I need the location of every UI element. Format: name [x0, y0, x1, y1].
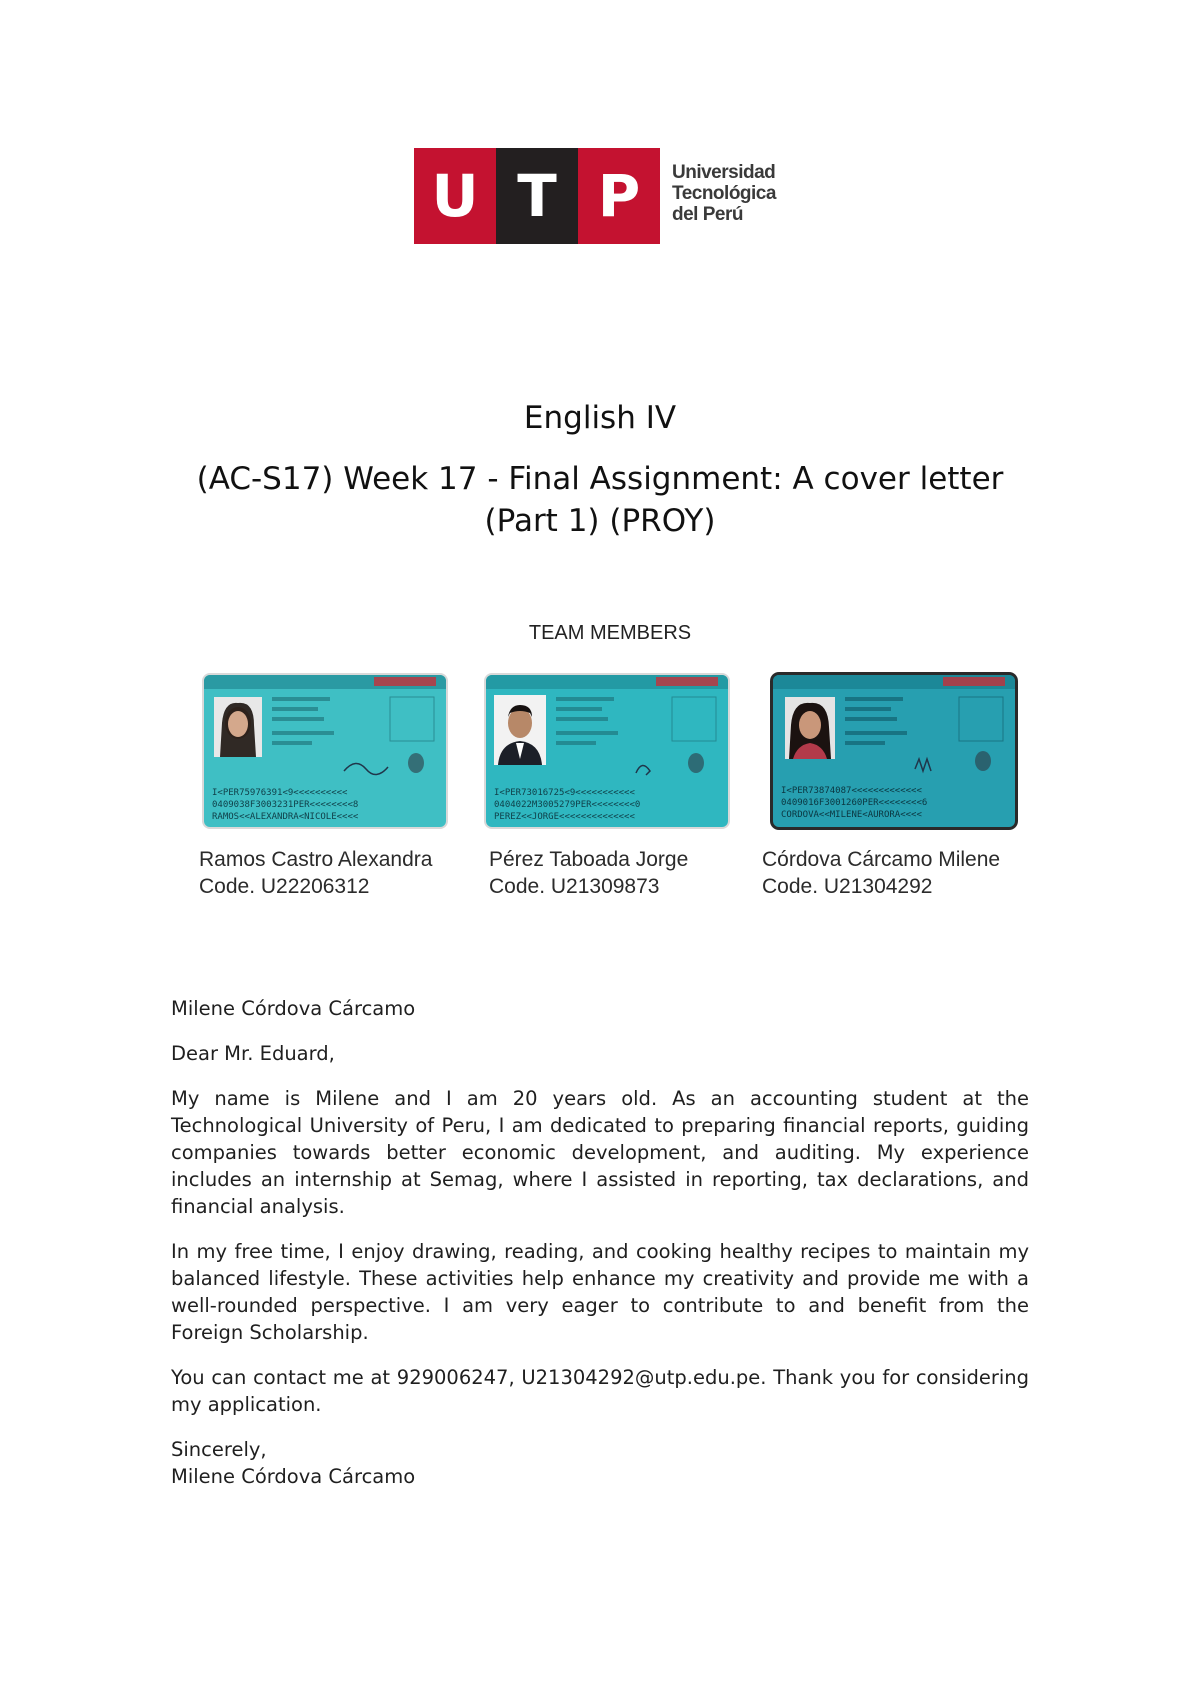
mrz-line: I<PER73016725<9<<<<<<<<<<< — [494, 788, 635, 798]
letter-paragraph: In my free time, I enjoy drawing, reading, and cooking healthy recipes to maintain my balanced lifestyle. These activities help enhance my creativity and provide me with a well-rounded perspective. I am very eager to contribute to and benefit from the Foreign Scholarship. — [171, 1240, 1029, 1344]
member-code: Code. U21309873 — [489, 875, 660, 898]
team-member — [762, 846, 1000, 900]
letter-sender: Milene Córdova Cárcamo — [171, 997, 416, 1020]
member-name: Pérez Taboada Jorge — [489, 848, 689, 871]
mrz-line: 0404022M3005279PER<<<<<<<<0 — [494, 800, 641, 810]
mrz-line: 0409038F3003231PER<<<<<<<<8 — [212, 800, 359, 810]
assignment-title-line: (Part 1) (PROY) — [484, 503, 716, 539]
id-card-photo — [773, 675, 1015, 827]
course-title: English IV — [523, 400, 677, 436]
letter-closing: Sincerely, — [171, 1438, 267, 1461]
id-card-graphic — [486, 675, 728, 827]
cover-letter — [171, 995, 1029, 1490]
team-heading: TEAM MEMBERS — [528, 622, 692, 644]
id-card-graphic — [773, 675, 1015, 827]
logo-letter-u: U — [414, 148, 496, 244]
member-code: Code. U21304292 — [762, 875, 933, 898]
mrz-line: PEREZ<<JORGE<<<<<<<<<<<<<< — [494, 812, 635, 822]
id-card-photo — [204, 675, 446, 827]
logo-wordmark — [672, 162, 776, 225]
mrz-line: 0409016F3001260PER<<<<<<<<6 — [781, 798, 928, 808]
id-card-graphic — [204, 675, 446, 827]
logo-text-line: Universidad — [672, 162, 776, 183]
id-card-photo — [486, 675, 728, 827]
assignment-title-line: (AC-S17) Week 17 - Final Assignment: A cover letter — [196, 461, 1004, 497]
logo-text-line: del Perú — [672, 204, 743, 225]
letter-greeting: Dear Mr. Eduard, — [171, 1042, 335, 1065]
letter-signature: Milene Córdova Cárcamo — [171, 1465, 416, 1488]
mrz-line: I<PER75976391<9<<<<<<<<<< — [212, 788, 348, 798]
logo-letter-p: P — [578, 148, 660, 244]
team-member — [489, 846, 688, 900]
letter-paragraph: You can contact me at 929006247, U21304292@utp.edu.pe. Thank you for considering my application. — [171, 1366, 1029, 1416]
university-logo — [414, 148, 794, 244]
member-name: Ramos Castro Alexandra — [199, 848, 433, 871]
logo-letter-t: T — [496, 148, 578, 244]
letter-paragraph: My name is Milene and I am 20 years old. As an accounting student at the Technological University of Peru, I am dedicated to preparing financial reports, guiding companies towards better economic development, and auditing. My experience includes an internship at Semag, where I assisted in reporting, tax declarations, and financial analysis. — [171, 1087, 1029, 1218]
assignment-title — [0, 458, 1200, 542]
mrz-line: I<PER73874087<<<<<<<<<<<<< — [781, 786, 922, 796]
team-member — [199, 846, 432, 900]
member-code: Code. U22206312 — [199, 875, 370, 898]
mrz-line: RAMOS<<ALEXANDRA<NICOLE<<<< — [212, 812, 359, 822]
member-name: Córdova Cárcamo Milene — [762, 848, 1001, 871]
mrz-line: CORDOVA<<MILENE<AURORA<<<< — [781, 810, 922, 820]
logo-text-line: Tecnológica — [672, 183, 776, 204]
